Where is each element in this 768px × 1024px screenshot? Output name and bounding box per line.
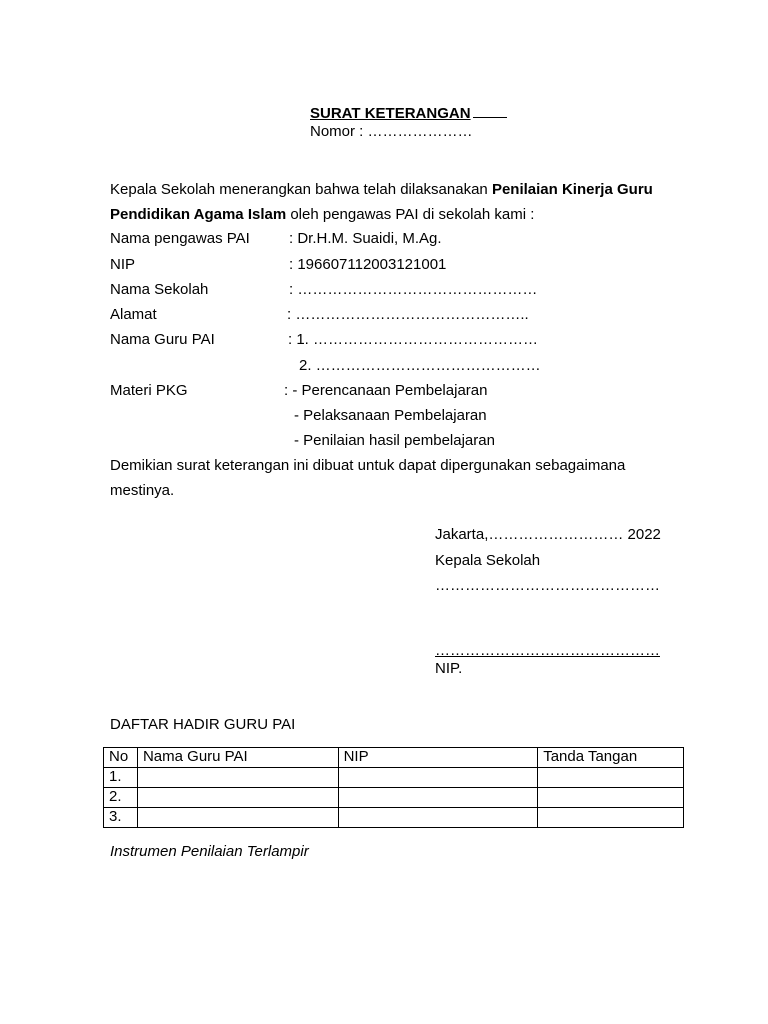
- signature-role: Kepala Sekolah: [435, 552, 541, 569]
- materi-item-1: : - Perencanaan Pembelajaran: [284, 382, 488, 399]
- row-nip: [338, 788, 538, 808]
- signature-dots: ………………………………………: [435, 577, 660, 594]
- field-label-guru: Nama Guru PAI: [110, 331, 215, 348]
- table-row: [104, 768, 684, 788]
- materi-item-3: - Penilaian hasil pembelajaran: [294, 432, 495, 449]
- field-value-guru-1: : 1. ………………………………………: [288, 331, 539, 348]
- table-header-row: [104, 748, 684, 768]
- materi-label: Materi PKG: [110, 382, 188, 399]
- intro-paragraph: [110, 177, 680, 227]
- column-header-nama: Nama Guru PAI: [137, 748, 338, 768]
- column-header-no: No: [104, 748, 138, 768]
- field-value-alamat: : ………………………………………..: [287, 306, 529, 323]
- document-title: SURAT KETERANGAN: [310, 103, 507, 123]
- row-nama: [137, 788, 338, 808]
- document-number: Nomor : …………………: [310, 123, 473, 140]
- row-tanda-tangan: [538, 808, 684, 828]
- intro-text-1: Kepala Sekolah menerangkan bahwa telah dilaksanakan: [110, 181, 492, 198]
- field-label-sekolah: Nama Sekolah: [110, 281, 209, 298]
- closing-paragraph: Demikian surat keterangan ini dibuat untuk dapat dipergunakan sebagaimana mestinya.: [110, 457, 626, 499]
- column-header-nip: NIP: [338, 748, 538, 768]
- row-nip: [338, 768, 538, 788]
- field-value-nip: : 196607112003121001: [289, 256, 447, 273]
- materi-item-2: - Pelaksanaan Pembelajaran: [294, 407, 487, 424]
- field-value-sekolah: : …………………………………………: [289, 281, 538, 298]
- row-tanda-tangan: [538, 788, 684, 808]
- row-tanda-tangan: [538, 768, 684, 788]
- signature-place-date: Jakarta,……………………… 2022: [435, 526, 661, 543]
- attendance-title: DAFTAR HADIR GURU PAI: [110, 716, 296, 733]
- field-label-nip: NIP: [110, 256, 136, 273]
- field-label-pengawas: Nama pengawas PAI: [110, 230, 250, 247]
- row-nip: [338, 808, 538, 828]
- row-nama: [137, 768, 338, 788]
- footer-note: Instrumen Penilaian Terlampir: [110, 843, 309, 860]
- column-header-tanda-tangan: Tanda Tangan: [538, 748, 684, 768]
- signature-nip: NIP.: [435, 660, 463, 677]
- table-row: [104, 788, 684, 808]
- attendance-table: [103, 747, 684, 828]
- field-value-pengawas: : Dr.H.M. Suaidi, M.Ag.: [289, 230, 442, 247]
- field-value-guru-2: 2. ………………………………………: [299, 357, 541, 374]
- table-row: [104, 808, 684, 828]
- row-number: 2.: [104, 788, 138, 808]
- row-number: 3.: [104, 808, 138, 828]
- row-number: 1.: [104, 768, 138, 788]
- signature-name-line: ………………………………………: [435, 642, 660, 659]
- intro-text-2: oleh pengawas PAI di sekolah kami :: [286, 206, 535, 223]
- field-label-alamat: Alamat: [110, 306, 157, 323]
- row-nama: [137, 808, 338, 828]
- intro-bold-text: Penilaian Kinerja Guru Pendidikan Agama Islam: [110, 181, 653, 223]
